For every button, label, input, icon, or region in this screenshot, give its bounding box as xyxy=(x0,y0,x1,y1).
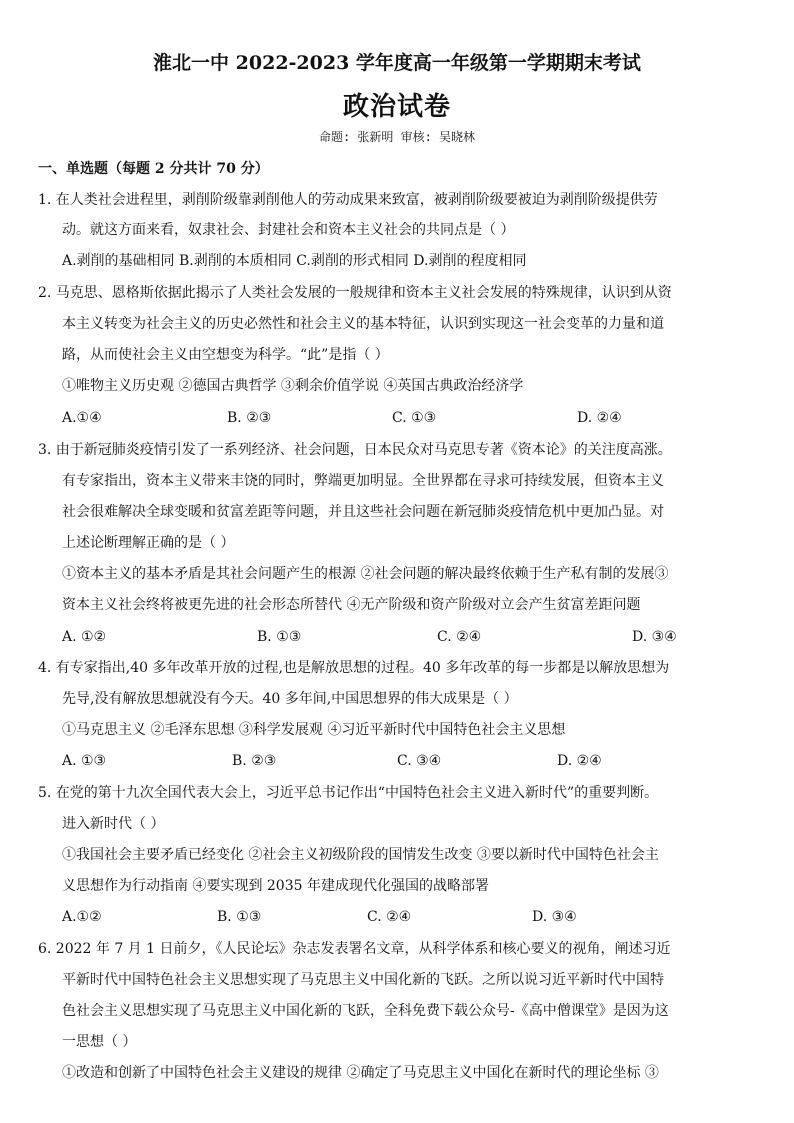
q2-line-2: 本主义转变为社会主义的历史必然性和社会主义的基本特征，认识到实现这一社会变革的力量和道 xyxy=(62,316,664,332)
q4-option-d: D. ②④ xyxy=(557,753,602,769)
q5-option-b: B. ①③ xyxy=(217,909,262,925)
q6-line-1: 6. 2022 年 7 月 1 日前夕，《人民论坛》杂志发表署名文章，从科学体系和核心要义的视角，阐述习近 xyxy=(38,941,671,957)
q5-option-a: A.①② xyxy=(62,909,102,925)
q3-line-5: ①资本主义的基本矛盾是其社会问题产生的根源 ②社会问题的解决最终依赖于生产私有制的发展③ xyxy=(62,566,669,582)
q3-line-4: 上述论断理解正确的是（ ） xyxy=(62,535,235,551)
q4-option-b: B. ②③ xyxy=(232,753,277,769)
q3-option-c: C. ②④ xyxy=(437,629,482,645)
q2-option-a: A.①④ xyxy=(62,410,102,426)
q3-option-b: B. ①③ xyxy=(257,629,302,645)
q4-line-3: ①马克思主义 ②毛泽东思想 ③科学发展观 ④习近平新时代中国特色社会主义思想 xyxy=(62,722,566,738)
q3-options xyxy=(62,627,762,647)
q3-option-d: D. ③④ xyxy=(632,629,677,645)
q4-options xyxy=(62,751,762,771)
q3-option-a: A. ①② xyxy=(62,629,107,645)
q1-line-1: 1. 在人类社会进程里，剥削阶级靠剥削他人的劳动成果来致富，被剥削阶级要被迫为剥削阶级提供劳 xyxy=(38,192,658,208)
q5-line-3: ①我国社会主要矛盾已经变化 ②社会主义初级阶段的国情发生改变 ③要以新时代中国特色社会主 xyxy=(62,847,659,863)
q4-line-1: 4. 有专家指出,40 多年改革开放的过程,也是解放思想的过程。40 多年改革的每一步都是以解放思想为 xyxy=(38,660,670,676)
q5-line-1: 5. 在党的第十九次全国代表大会上，习近平总书记作出“中国特色社会主义进入新时代”的重要判断。 xyxy=(38,785,659,801)
q4-line-2: 先导,没有解放思想就没有今天。40 多年间,中国思想界的伟大成果是（ ） xyxy=(62,691,518,707)
q3-line-3: 社会很难解决全球变暖和贫富差距等问题，并且这些社会问题在新冠肺炎疫情危机中更加凸显。对 xyxy=(62,504,664,520)
q2-line-3: 路，从而使社会主义由空想变为科学。“此”是指（ ） xyxy=(62,347,389,363)
q5-line-2: 进入新时代（ ） xyxy=(62,816,165,832)
q6-line-4: 一思想（ ） xyxy=(62,1034,137,1050)
q6-line-5: ①改造和创新了中国特色社会主义建设的规律 ②确定了马克思主义中国化在新时代的理论坐标 ③ xyxy=(62,1065,659,1081)
q2-option-d: D. ②④ xyxy=(577,410,622,426)
q2-option-b: B. ②③ xyxy=(227,410,272,426)
q5-option-c: C. ②④ xyxy=(367,909,412,925)
section-heading: 一、单选题（每题 2 分共计 70 分） xyxy=(38,161,269,177)
q2-options xyxy=(62,408,762,428)
q6-line-2: 平新时代中国特色社会主义思想实现了马克思主义中国化新的飞跃。之所以说习近平新时代中国特 xyxy=(62,972,664,988)
q2-line-1: 2. 马克思、恩格斯依据此揭示了人类社会发展的一般规律和资本主义社会发展的特殊规律，认识到从资 xyxy=(38,285,672,301)
q5-option-d: D. ③④ xyxy=(532,909,577,925)
q3-line-6: 资本主义社会终将被更先进的社会形态所替代 ④无产阶级和资产阶级对立会产生贫富差距问题 xyxy=(62,597,641,613)
exam-title: 淮北一中 2022-2023 学年度高一年级第一学期期末考试 xyxy=(153,52,641,74)
q4-option-a: A. ①③ xyxy=(62,753,107,769)
q5-options xyxy=(62,907,762,927)
q4-option-c: C. ③④ xyxy=(397,753,442,769)
exam-subtitle: 政治试卷 xyxy=(342,92,451,122)
q2-option-c: C. ①③ xyxy=(392,410,437,426)
q1-options: A.剥削的基础相同 B.剥削的本质相同 C.剥削的形式相同 D.剥削的程度相同 xyxy=(62,253,527,269)
q3-line-1: 3. 由于新冠肺炎疫情引发了一系列经济、社会问题，日本民众对马克思专著《资本论》的关注度高涨。 xyxy=(38,442,672,458)
q3-line-2: 有专家指出，资本主义带来丰饶的同时，弊端更加明显。全世界都在寻求可持续发展，但资本主义 xyxy=(62,473,664,489)
q2-line-4: ①唯物主义历史观 ②德国古典哲学 ③剩余价值学说 ④英国古典政治经济学 xyxy=(62,378,524,394)
q6-line-3: 色社会主义思想实现了马克思主义中国化新的飞跃，全科免费下载公众号-《高中僧课堂》是因为这 xyxy=(62,1003,669,1019)
q5-line-4: 义思想作为行动指南 ④要实现到 2035 年建成现代化强国的战略部署 xyxy=(62,878,489,894)
authors-line: 命题: 张新明 审核: 吴晓林 xyxy=(318,130,476,144)
q1-line-2: 动。就这方面来看，奴隶社会、封建社会和资本主义社会的共同点是（ ） xyxy=(62,222,515,238)
